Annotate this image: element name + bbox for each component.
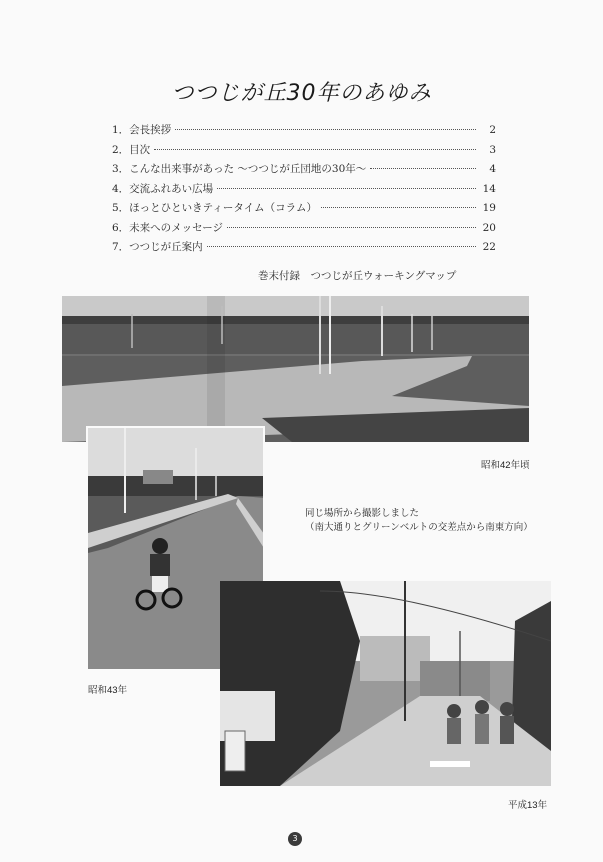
photo-note xyxy=(305,507,533,535)
toc-label: 3．こんな出来事があった 〜つつじが丘団地の30年〜 xyxy=(112,163,367,175)
toc-page: 2 xyxy=(489,124,496,136)
toc-appendix: 巻末付録 つつじが丘ウォーキングマップ xyxy=(258,270,457,282)
page-number: 3 xyxy=(288,832,302,846)
toc-row xyxy=(112,142,496,162)
toc-page: 22 xyxy=(482,241,496,253)
toc-row xyxy=(112,239,496,259)
table-of-contents xyxy=(112,122,496,259)
toc-leader xyxy=(175,129,476,130)
toc-row xyxy=(112,220,496,240)
toc-row xyxy=(112,181,496,201)
caption-showa43: 昭和43年 xyxy=(88,685,128,696)
caption-showa42: 昭和42年頃 xyxy=(481,460,530,471)
toc-leader xyxy=(154,149,476,150)
page-title: つつじが丘30年のあゆみ xyxy=(171,81,432,106)
toc-label: 4．交流ふれあい広場 xyxy=(112,182,214,195)
toc-page: 14 xyxy=(482,182,496,195)
toc-label: 6．未来へのメッセージ xyxy=(112,221,224,234)
toc-row xyxy=(112,161,496,181)
toc-page: 20 xyxy=(482,221,496,234)
caption-heisei13: 平成13年 xyxy=(508,800,548,811)
toc-leader xyxy=(321,207,476,208)
toc-label: 7．つつじが丘案内 xyxy=(112,241,203,253)
panorama-photo xyxy=(62,296,529,442)
toc-page: 3 xyxy=(489,143,496,156)
toc-row xyxy=(112,122,496,142)
toc-leader xyxy=(227,227,476,228)
toc-leader xyxy=(207,246,476,247)
toc-row xyxy=(112,200,496,220)
toc-label: 5．ほっとひといきティータイム（コラム） xyxy=(112,202,318,214)
photo-note-line2: （南大通りとグリーンベルトの交差点から南東方向） xyxy=(305,522,533,533)
photo-note-line1: 同じ場所から撮影しました xyxy=(305,508,420,519)
toc-leader xyxy=(370,168,476,169)
toc-leader xyxy=(217,188,476,189)
toc-page: 4 xyxy=(489,163,496,175)
toc-page: 19 xyxy=(482,202,496,214)
toc-label: 1．会長挨拶 xyxy=(112,124,172,136)
street-photo xyxy=(220,581,551,786)
toc-label: 2．目次 xyxy=(112,143,151,156)
